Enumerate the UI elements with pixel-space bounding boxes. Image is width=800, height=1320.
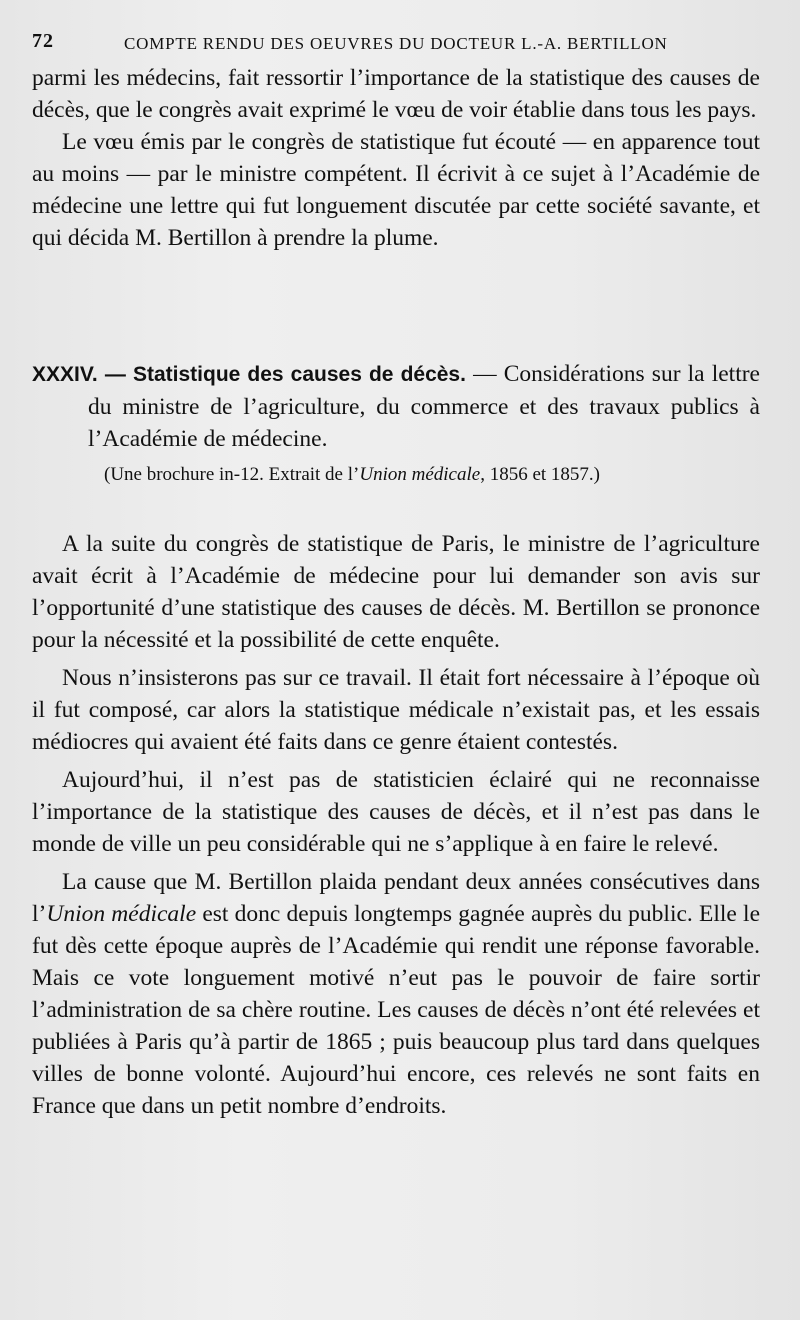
page-number: 72: [32, 30, 54, 52]
running-head: COMPTE RENDU DES OEUVRES DU DOCTEUR L.-A. BERTILLON: [124, 34, 668, 53]
body-p4-journal: Union médicale: [46, 901, 197, 927]
body-paragraph-2: Nous n’insisterons pas sur ce travail. Il était fort nécessaire à l’époque où il fut composé, car alors la statistique médicale n’existait pas, et les essais médiocres qui avaient été faits dans ce genre étaient contestés.: [32, 665, 760, 755]
note-before: (Une brochure in-12. Extrait de l’: [104, 464, 360, 485]
body-p4-end: est donc depuis longtemps gagnée auprès du public. Elle le fut dès cette époque auprès de l’Académie qui rendit une réponse favorable. Mais ce vote longuement motivé n’eut pas le pouvoir de faire sortir l’administration de sa chère routine. Les causes de décès n’ont été relevées et publiées à Paris qu’à partir de 1865 ; puis beaucoup plus tard dans quelques villes de bonne volonté. Aujourd’hui encore, ces relevés ne sont faits en France que dans un petit nombre d’endroits.: [32, 901, 760, 1119]
publication-note: [104, 462, 744, 488]
body-p4-start: La cause que M. Bertillon plaida pendant deux années consécutives dans l’: [32, 869, 760, 927]
section-head-block: [32, 358, 760, 455]
section-title: — Statistique des causes de décès.: [104, 363, 466, 386]
intro-paragraph-2: Le vœu émis par le congrès de statistique fut écouté — en apparence tout au moins — par le ministre compétent. Il écrivit à ce sujet à l’Académie de médecine une lettre qui fut longuement discutée par cette société savante, et qui décida M. Bertillon à prendre la plume.: [32, 129, 760, 251]
body-text: [32, 528, 760, 1128]
section-subtitle: — Considérations sur la lettre du ministre de l’agriculture, du commerce et des travaux publics à l’Académie de médecine.: [88, 361, 760, 452]
body-paragraph-4: [32, 866, 760, 1122]
intro-text: [32, 62, 760, 254]
note-journal: Union médicale: [359, 464, 481, 485]
note-after: , 1856 et 1857.): [480, 464, 600, 485]
intro-paragraph-1: parmi les médecins, fait ressortir l’importance de la statistique des causes de décès, que le congrès avait exprimé le vœu de voir établie dans tous les pays.: [32, 65, 760, 123]
section-number: XXXIV.: [32, 363, 98, 386]
section-heading: [32, 358, 760, 455]
body-paragraph-1: A la suite du congrès de statistique de Paris, le ministre de l’agriculture avait écrit à l’Académie de médecine pour lui demander son avis sur l’opportunité d’une statistique des causes de décès. M. Bertillon se prononce pour la nécessité et la possibilité de cette enquête.: [32, 531, 760, 653]
body-paragraph-3: Aujourd’hui, il n’est pas de statisticien éclairé qui ne reconnaisse l’importance de la statistique des causes de décès, et il n’est pas dans le monde de ville un peu considérable qui ne s’applique à en faire le relevé.: [32, 767, 760, 857]
page-header: [32, 30, 772, 58]
